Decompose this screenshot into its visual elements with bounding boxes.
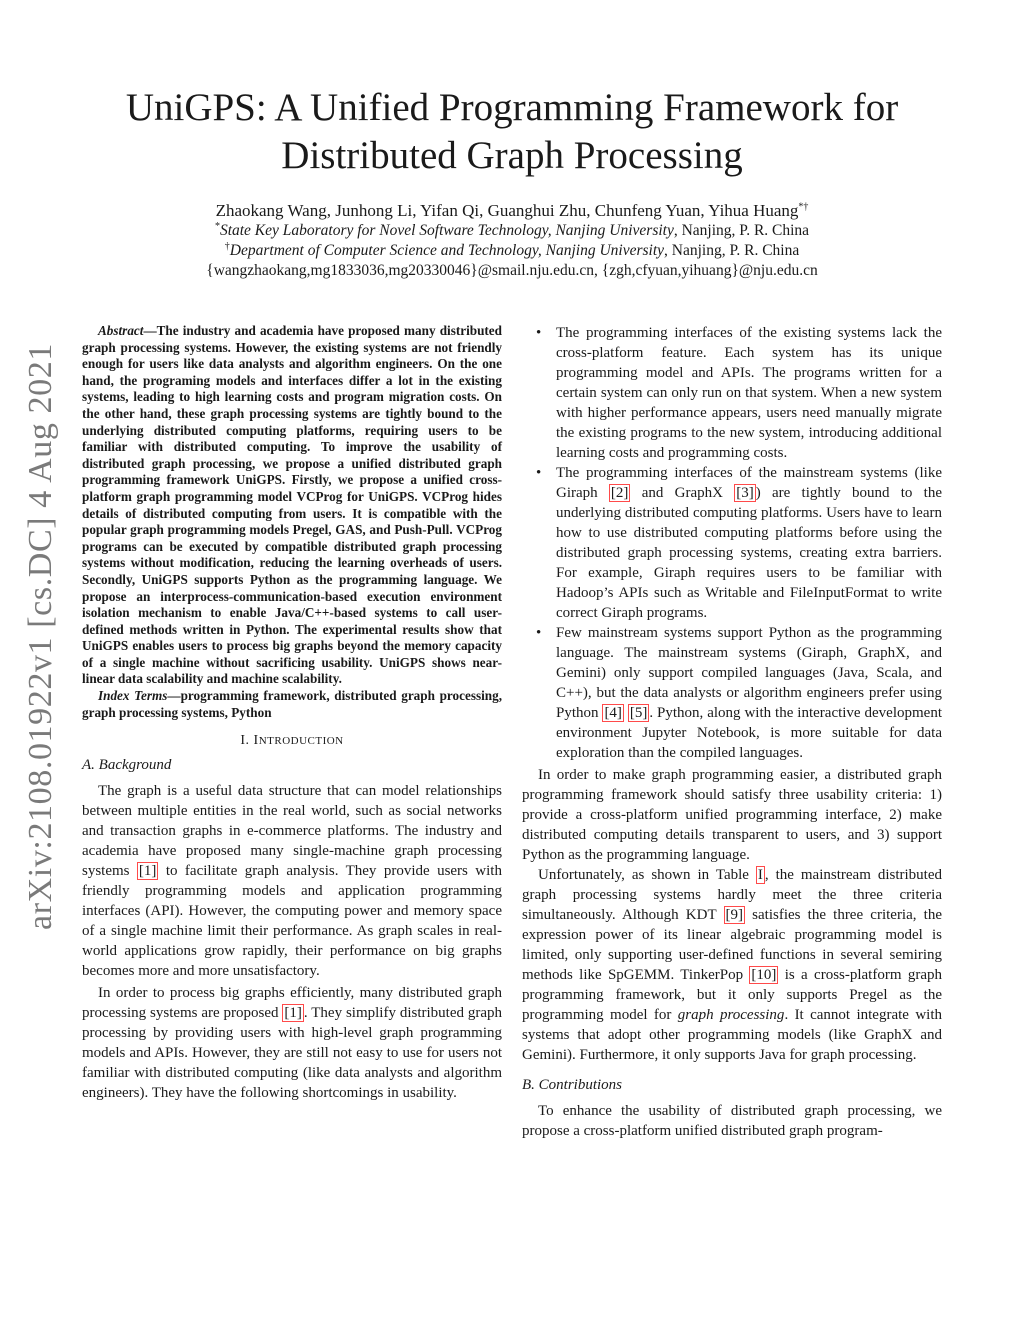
section-heading-introduction xyxy=(82,731,502,751)
bullet-icon: • xyxy=(536,465,542,481)
paragraph-existing-systems xyxy=(522,865,942,1065)
table-reference-link[interactable]: I xyxy=(757,867,763,883)
abstract-label: Abstract xyxy=(98,323,144,338)
author-emails: {wangzhaokang,mg1833036,mg20330046}@smail.nju.edu.cn, {zgh,cfyuan,yihuang}@nju.edu.cn xyxy=(206,262,818,279)
affiliation-2 xyxy=(80,241,944,261)
list-item-text: Few mainstream systems support Python as the programming language. The mainstream systems (Giraph, GraphX, and Gemini) only support compiled languages (Java, Scala, and C++), but the data analysts or algorithm engineers prefer using Python xyxy=(556,625,942,721)
paragraph-criteria: In order to make graph programming easier, a distributed graph programming framework should satisfy three usability criteria: 1) provide a cross-platform unified programming interface, 2) make distributed computing details transparent to users, and 3) support Python as the programming language. xyxy=(522,767,942,863)
citation-link[interactable]: [4] xyxy=(604,705,622,721)
citation-link[interactable]: [5] xyxy=(629,705,648,721)
citation-link[interactable]: [3] xyxy=(736,485,754,501)
citation-link[interactable]: [9] xyxy=(725,907,743,923)
paragraph-text: satisfies the three criteria, the expression power of its linear algebraic programming model is limited, only supporting user-defined functions in several semiring methods like SpGEMM. TinkerPop xyxy=(522,907,942,983)
section-title-initial: I xyxy=(253,733,259,749)
bullet-icon: • xyxy=(536,325,542,341)
list-item-text: and GraphX xyxy=(630,485,735,501)
subsection-heading-background: A. Background xyxy=(82,757,172,774)
paper-title xyxy=(80,84,944,180)
list-item-text: ) are tightly bound to the underlying distributed computing platforms. Users have to learn how to use distributed computing platforms before using the distributed graph processing systems, creating extra barriers. For example, Giraph requires users to be familiar with Hadoop’s APIs such as Writable and FileInputFormat to write correct Giraph programs. xyxy=(556,485,942,621)
bullet-icon: • xyxy=(536,625,542,641)
abstract xyxy=(82,323,502,688)
subsection-heading-contributions: B. Contributions xyxy=(522,1077,623,1093)
paragraph-text: The graph is a useful data structure that can model relationships between multiple entities in the real world, such as social networks and transaction graphs in e-commerce platforms. The industry and academia have proposed many single-machine graph processing systems xyxy=(82,783,502,880)
arxiv-identifier: arXiv:2108.01922v1 [cs.DC] 4 Aug 2021 xyxy=(22,343,59,930)
list-item-text: The programming interfaces of the mainstream systems (like Giraph xyxy=(556,465,942,501)
author-block xyxy=(80,200,944,281)
title-line-1: UniGPS: A Unified Programming Framework for xyxy=(125,86,899,129)
list-item-text: . Python, along with the interactive development environment Jupyter Notebook, is more suitable for data exploration than the compiled languages. xyxy=(556,705,942,761)
affiliation-2-name: Department of Computer Science and Technology, Nanjing University xyxy=(229,242,665,259)
author-marks: *† xyxy=(798,201,809,213)
affiliation-2-location: , Nanjing, P. R. China xyxy=(664,242,800,259)
affiliation-2-mark: † xyxy=(224,240,230,252)
paragraph-background-1 xyxy=(82,781,502,981)
author-names xyxy=(80,200,944,221)
section-title-rest: NTRODUCTION xyxy=(258,735,344,748)
index-terms xyxy=(82,688,502,721)
index-terms-label: Index Terms xyxy=(98,688,168,704)
citation-link[interactable]: [1] xyxy=(138,863,157,880)
right-column xyxy=(522,323,942,1141)
citation-link[interactable]: [10] xyxy=(751,967,777,983)
paragraph-contributions: To enhance the usability of distributed graph processing, we propose a cross-platform unified distributed graph program- xyxy=(522,1103,942,1139)
paragraph-text: , the mainstream distributed graph processing systems hardly meet the three criteria simultaneously. Although KDT xyxy=(522,867,942,923)
paragraph-text: In order to process big graphs efficiently, many distributed graph processing systems are proposed xyxy=(82,985,502,1022)
affiliation-1-mark: * xyxy=(214,220,220,232)
paragraph-text: . They simplify distributed graph processing by providing users with high-level graph programming models and APIs. However, they are still not easy to use for users not familiar with distributed computing (like data analysts and algorithm engineers). They have the following shortcomings in usability. xyxy=(82,1005,502,1102)
list-item xyxy=(522,623,942,763)
list-item xyxy=(522,323,942,463)
paragraph-text: is a cross-platform graph programming framework, but it only supports Pregel as the programming model for xyxy=(522,967,942,1023)
title-line-2: Distributed Graph Processing xyxy=(281,134,743,177)
section-number: I. xyxy=(240,733,250,749)
left-column xyxy=(82,323,502,1103)
paragraph-text: Unfortunately, as shown in Table xyxy=(538,867,756,883)
affiliation-1 xyxy=(80,221,944,241)
citation-link[interactable]: [1] xyxy=(284,1005,302,1022)
author-list: Zhaokang Wang, Junhong Li, Yifan Qi, Guanghui Zhu, Chunfeng Yuan, Yihua Huang xyxy=(215,201,799,220)
index-terms-text: —programming framework, distributed graph processing, graph processing systems, Python xyxy=(82,688,503,720)
shortcomings-list xyxy=(522,323,942,763)
paragraph-background-2 xyxy=(82,983,502,1103)
emphasis-text: graph processing xyxy=(677,1007,785,1023)
paragraph-text: . It cannot integrate with systems that adopt other programming models (like GraphX and Gemini). Furthermore, it only supports Java for graph processing. xyxy=(522,1007,942,1063)
list-item xyxy=(522,463,942,623)
affiliation-1-name: State Key Laboratory for Novel Software Technology, Nanjing University xyxy=(219,222,674,239)
list-item-text: The programming interfaces of the existing systems lack the cross-platform feature. Each system has its unique programming model and APIs. The programs written for a certain system can only run on that system. When a new system with higher performance appears, users need manually migrate the existing programs to the new system, introducing additional learning costs and programming costs. xyxy=(556,325,942,461)
citation-link[interactable]: [2] xyxy=(610,485,629,501)
affiliation-1-location: , Nanjing, P. R. China xyxy=(673,222,810,239)
abstract-text: —The industry and academia have proposed many distributed graph processing systems. However, the existing systems are not friendly enough for users like data analysts and algorithm engineers. On the one hand, the programing models and interfaces differ a lot in the existing systems, leading to high learning costs and program migration costs. On the other hand, these graph processing systems are tightly bound to the underlying distributed computing platforms, requiring users to be familiar with distributed computing. To improve the usability of distributed graph processing, we propose a unified distributed graph programming framework UniGPS. Firstly, we propose a unified cross-platform graph programming model VCProg for UniGPS. VCProg hides details of distributed computing from users. It is compatible with the popular graph programming models Pregel, GAS, and Push-Pull. VCProg programs can be executed by compatible distributed graph processing systems without modification, reducing the learning overheads of users. Secondly, UniGPS supports Python as the programming language. We propose an interprocess-communication-based execution environment isolation mechanism to enable Java/C++-based systems to call user-defined methods written in Python. The experimental results show that UniGPS enables users to process big graphs beyond the memory capacity of a single machine without sacrificing usability. UniGPS shows near-linear data scalability and machine scalability. xyxy=(82,323,502,687)
paragraph-text: to facilitate graph analysis. They provide users with friendly programming models and application programming interfaces (API). However, the computing power and memory space of a single machine limit their performance. As graph scales in real-world applications grow rapidly, their performance on big graphs becomes more and more unsatisfactory. xyxy=(82,863,502,980)
